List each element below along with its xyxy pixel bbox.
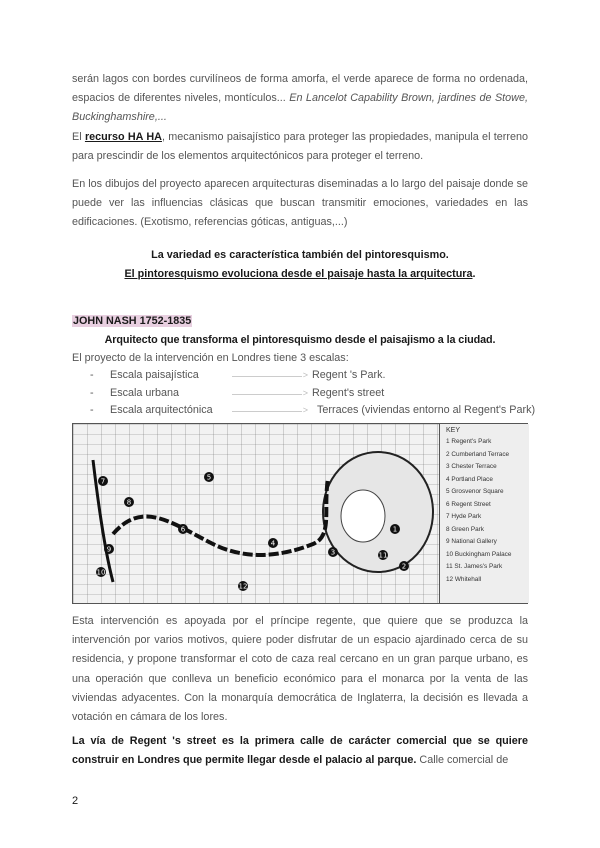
key-item: 4 Portland Place — [446, 475, 493, 483]
key-item: 5 Grosvenor Square — [446, 488, 504, 495]
intro-text: El proyecto de la intervención en Londres tiene 3 escalas: — [72, 352, 349, 364]
list-item — [72, 385, 528, 403]
page-number: 2 — [72, 795, 79, 807]
paragraph-intervencion: Esta intervención es apoyada por el príncipe regente, que quiere que se produzca la intervención por varios motivos, quiere poder disfrutar de un espacio ajardinado cerca de su residencia, y propone transformar el coto de caza real cercano en un gran parque urbano, es una operación que conlleva un beneficio económico para el monarca por la venta de las viviendas adyacentes. Con la monarquía democrática de Inglaterra, la decisión es llevada a votación en cámara de los lores. — [72, 615, 528, 724]
map-marker-label: 6 — [180, 525, 186, 534]
period: . — [472, 268, 476, 281]
map-marker-label: 2 — [401, 562, 407, 571]
map-marker-label: 7 — [100, 477, 106, 486]
key-item: 6 Regent Street — [446, 500, 491, 508]
map-marker-label: 4 — [270, 539, 276, 548]
scale-name: Escala urbana — [110, 386, 180, 399]
key-item: 8 Green Park — [446, 525, 485, 533]
map-key — [439, 424, 529, 603]
inner-circle — [341, 490, 385, 542]
paragraph-text: Calle comercial de — [416, 754, 509, 767]
london-map-image — [72, 423, 528, 604]
list-item — [72, 367, 528, 385]
bullet-dash: - — [90, 386, 94, 399]
scale-result: Regent's street — [312, 386, 385, 399]
key-item: 3 Chester Terrace — [446, 463, 497, 470]
scale-name: Escala arquitectónica — [110, 404, 213, 416]
paragraph-regent-street — [72, 732, 528, 770]
arrow-icon — [232, 411, 302, 412]
section-john-nash — [72, 312, 536, 420]
key-item: 9 National Gallery — [446, 538, 497, 545]
arrow-icon — [232, 394, 302, 395]
section-heading: JOHN NASH 1752-1835 — [73, 315, 192, 327]
key-item: 11 St. James's Park — [446, 563, 503, 570]
map-marker-label: 5 — [206, 473, 212, 482]
statement-line: La variedad es característica también del pintoresquismo. — [151, 249, 449, 261]
section-subtitle: Arquitecto que transforma el pintoresquismo desde el paisajismo a la ciudad. — [104, 334, 496, 346]
bullet-dash: - — [90, 369, 94, 381]
paragraph-lagos — [72, 70, 528, 166]
key-item: 1 Regent's Park — [446, 438, 492, 445]
scale-result: Regent 's Park. — [312, 369, 386, 381]
bold-term: recurso HA HA — [84, 130, 162, 143]
key-item: 2 Cumberland Terrace — [446, 450, 510, 458]
paragraph-text: El — [72, 130, 85, 143]
map-drawing — [73, 424, 439, 603]
arrow-icon — [232, 376, 302, 377]
bold-statement: La vía de Regent 's street es la primera calle de carácter comercial que se quiere construir en Londres que permite llegar desde el palacio al parque. — [72, 735, 528, 767]
scale-name: Escala paisajística — [110, 369, 199, 381]
italic-reference: En Lancelot Capability Brown, jardines de Stowe, Buckinghamshire,... — [72, 92, 528, 124]
scales-list — [72, 367, 536, 420]
paragraph-text: serán lagos con bordes curvilíneos de forma amorfa, el verde aparece de forma no ordenada, espacios de diferentes niveles, montículos... — [72, 73, 528, 105]
key-item: 12 Whitehall — [446, 575, 482, 583]
paragraph-text: , mecanismo paisajístico para proteger las propiedades, manipula el terreno para prescindir de los elementos arquitectónicos para proteger el terreno. — [72, 130, 528, 162]
statement-line-underlined: El pintoresquismo evoluciona desde el paisaje hasta la arquitectura — [124, 268, 473, 281]
paragraph-dibujos: En los dibujos del proyecto aparecen arquitecturas diseminadas a lo largo del paisaje donde se puede ver las influencias clásicas que buscan transmitir emociones, variedades en las edificaciones. (Exotismo, referencias góticas, antiguas,...) — [72, 178, 528, 229]
bullet-dash: - — [90, 404, 94, 416]
map-marker-label: 8 — [126, 498, 132, 507]
key-title: KEY — [446, 427, 461, 434]
key-item: 10 Buckingham Palace — [446, 550, 512, 558]
list-item — [72, 402, 536, 420]
map-marker-label: 12 — [238, 582, 248, 591]
map-marker-label: 9 — [106, 545, 112, 554]
map-marker-label: 11 — [378, 551, 388, 560]
highlight-statement — [72, 246, 528, 284]
key-item: 7 Hyde Park — [446, 513, 482, 520]
map-marker-label: 1 — [392, 525, 398, 534]
map-marker-label: 3 — [330, 548, 336, 557]
map-marker-label: 10 — [96, 568, 106, 577]
scale-result: Terraces (viviendas entorno al Regent's Park) — [317, 404, 536, 416]
